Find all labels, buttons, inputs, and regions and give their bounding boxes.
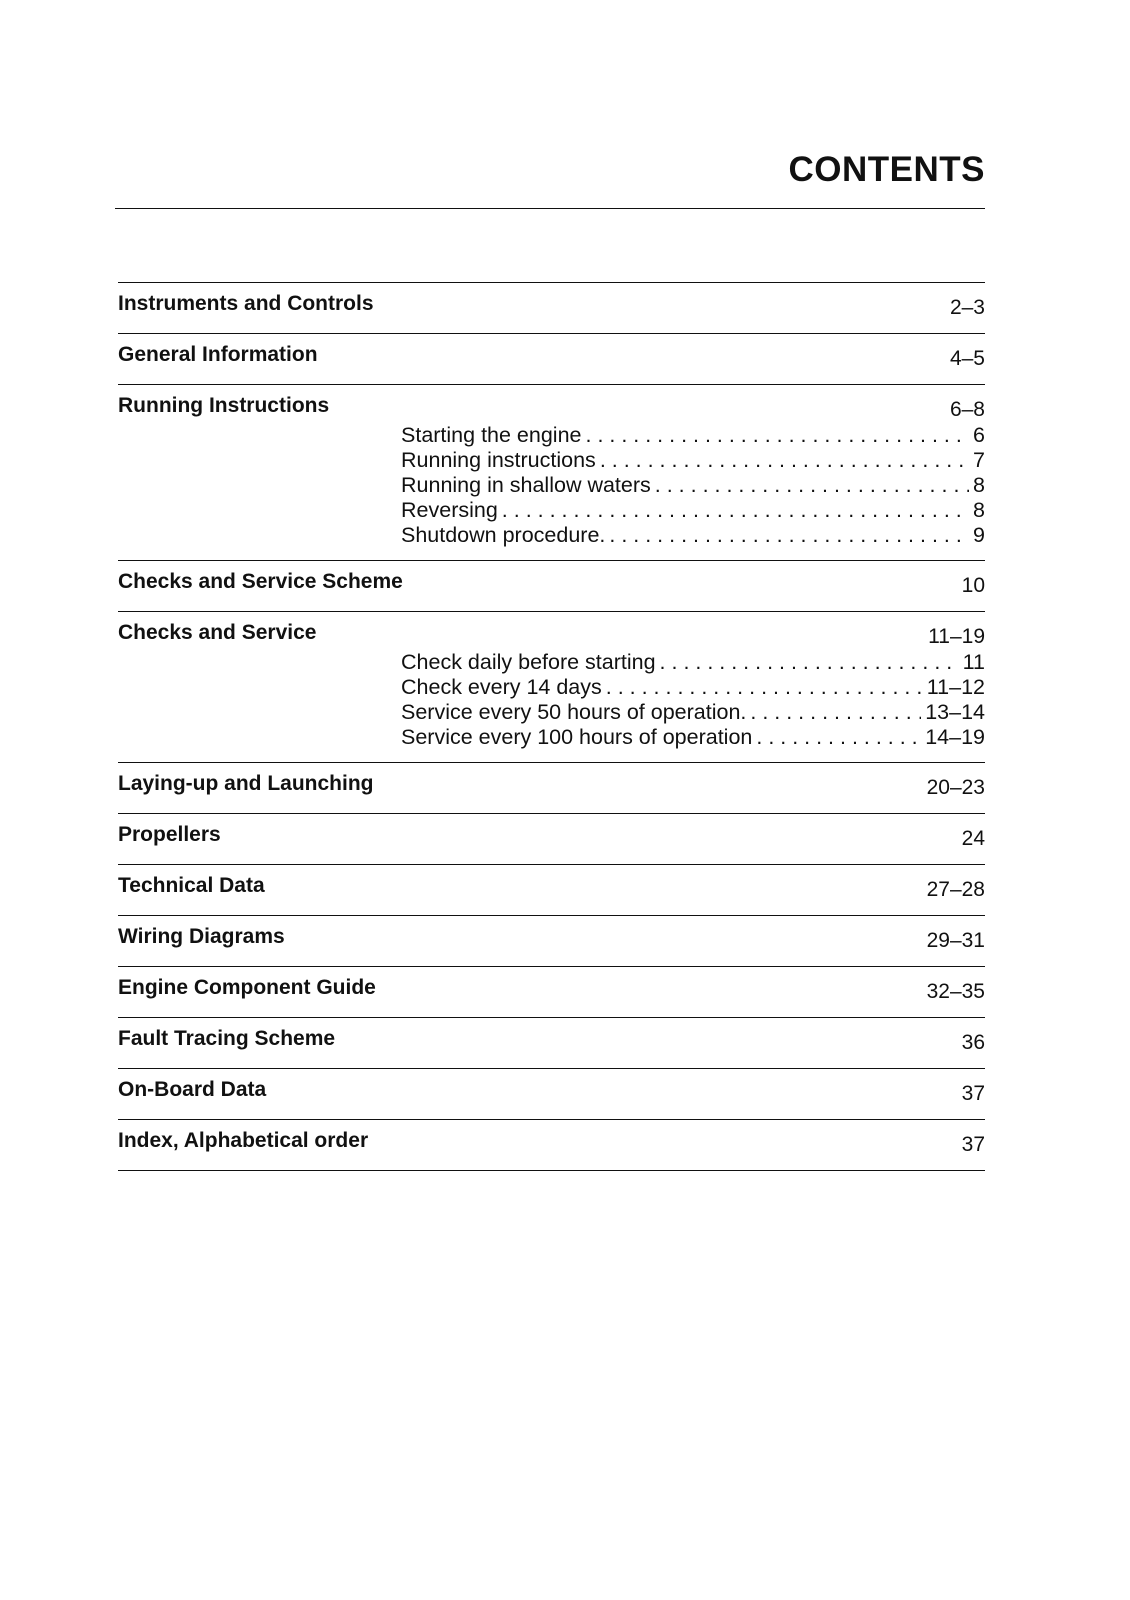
subsection-entry[interactable] [401, 523, 985, 548]
section-page-range: 20–23 [926, 776, 985, 799]
subsection-entry[interactable] [401, 725, 985, 750]
toc-section [118, 763, 985, 813]
section-page-range: 37 [961, 1082, 985, 1105]
subsection-page: 13–14 [925, 700, 985, 724]
dot-leader [609, 523, 969, 548]
section-title: Fault Tracing Scheme [118, 1027, 336, 1050]
toc-section [118, 814, 985, 864]
toc-entry[interactable] [118, 291, 985, 321]
section-title: Checks and Service [118, 621, 317, 644]
dot-leader [600, 448, 969, 473]
subsection-list [401, 397, 985, 548]
toc-section [118, 865, 985, 915]
toc-entry[interactable] [118, 771, 985, 801]
toc-entry[interactable] [118, 342, 985, 372]
dot-leader [750, 700, 921, 725]
subsection-page: 6 [973, 423, 985, 447]
subsection-label: Service every 100 hours of operation [401, 725, 753, 749]
section-title: Checks and Service Scheme [118, 570, 403, 593]
toc-section [118, 334, 985, 384]
section-page-range: 2–3 [949, 296, 985, 319]
section-title: Wiring Diagrams [118, 925, 285, 948]
toc-section [118, 612, 985, 762]
toc-section [118, 916, 985, 966]
dot-leader [586, 423, 970, 448]
subsection-entry[interactable] [401, 700, 985, 725]
subsection-entry[interactable] [401, 448, 985, 473]
section-page-range: 4–5 [949, 347, 985, 370]
section-page-range: 6–8 [949, 398, 985, 421]
section-page-range: 37 [961, 1133, 985, 1156]
section-title: Propellers [118, 823, 221, 846]
toc-section [118, 1069, 985, 1119]
section-title: General Information [118, 343, 318, 366]
dot-leader [502, 498, 969, 523]
table-of-contents [118, 282, 985, 1171]
subsection-entry[interactable] [401, 473, 985, 498]
subsection-label: Check every 14 days [401, 675, 602, 699]
toc-entry[interactable] [118, 822, 985, 852]
subsection-entry[interactable] [401, 675, 985, 700]
toc-entry[interactable] [118, 1026, 985, 1056]
subsection-label: Running in shallow waters [401, 473, 651, 497]
section-page-range: 11–19 [928, 625, 985, 648]
subsection-entry[interactable] [401, 423, 985, 448]
dot-leader [660, 650, 959, 675]
toc-entry[interactable] [118, 873, 985, 903]
section-title: Index, Alphabetical order [118, 1129, 369, 1152]
section-title: Engine Component Guide [118, 976, 376, 999]
subsection-page: 14–19 [925, 725, 985, 749]
section-page-range: 32–35 [926, 980, 985, 1003]
dot-leader [655, 473, 969, 498]
toc-entry[interactable] [118, 924, 985, 954]
toc-section [118, 385, 985, 560]
section-page-range: 29–31 [926, 929, 985, 952]
subsection-page: 11–12 [926, 675, 985, 699]
subsection-label: Starting the engine [401, 423, 582, 447]
title-rule [115, 208, 985, 209]
toc-entry[interactable] [118, 1077, 985, 1107]
section-divider [118, 1170, 985, 1171]
toc-section [118, 1018, 985, 1068]
subsection-page: 8 [973, 498, 985, 522]
section-title: Technical Data [118, 874, 265, 897]
dot-leader [756, 725, 921, 750]
subsection-entry[interactable] [401, 650, 985, 675]
section-page-range: 36 [961, 1031, 985, 1054]
toc-section [118, 283, 985, 333]
subsection-label: Check daily before starting [401, 650, 656, 674]
subsection-page: 11 [962, 650, 985, 674]
subsection-page: 8 [973, 473, 985, 497]
subsection-label: Service every 50 hours of operation. [401, 700, 747, 724]
section-title: Running Instructions [118, 394, 330, 417]
subsection-page: 7 [973, 448, 985, 472]
toc-section [118, 1120, 985, 1170]
subsection-page: 9 [973, 523, 985, 547]
subsection-list [401, 624, 985, 750]
toc-entry[interactable] [118, 569, 985, 599]
toc-section [118, 561, 985, 611]
section-page-range: 24 [961, 827, 985, 850]
toc-section [118, 967, 985, 1017]
section-title: On-Board Data [118, 1078, 267, 1101]
dot-leader [606, 675, 923, 700]
subsection-label: Reversing [401, 498, 498, 522]
page-title: CONTENTS [788, 150, 985, 189]
section-page-range: 27–28 [926, 878, 985, 901]
subsection-label: Running instructions [401, 448, 596, 472]
subsection-entry[interactable] [401, 498, 985, 523]
section-title: Instruments and Controls [118, 292, 374, 315]
section-title: Laying-up and Launching [118, 772, 374, 795]
subsection-label: Shutdown procedure. [401, 523, 606, 547]
toc-entry[interactable] [118, 1128, 985, 1158]
section-page-range: 10 [961, 574, 985, 597]
toc-entry[interactable] [118, 975, 985, 1005]
